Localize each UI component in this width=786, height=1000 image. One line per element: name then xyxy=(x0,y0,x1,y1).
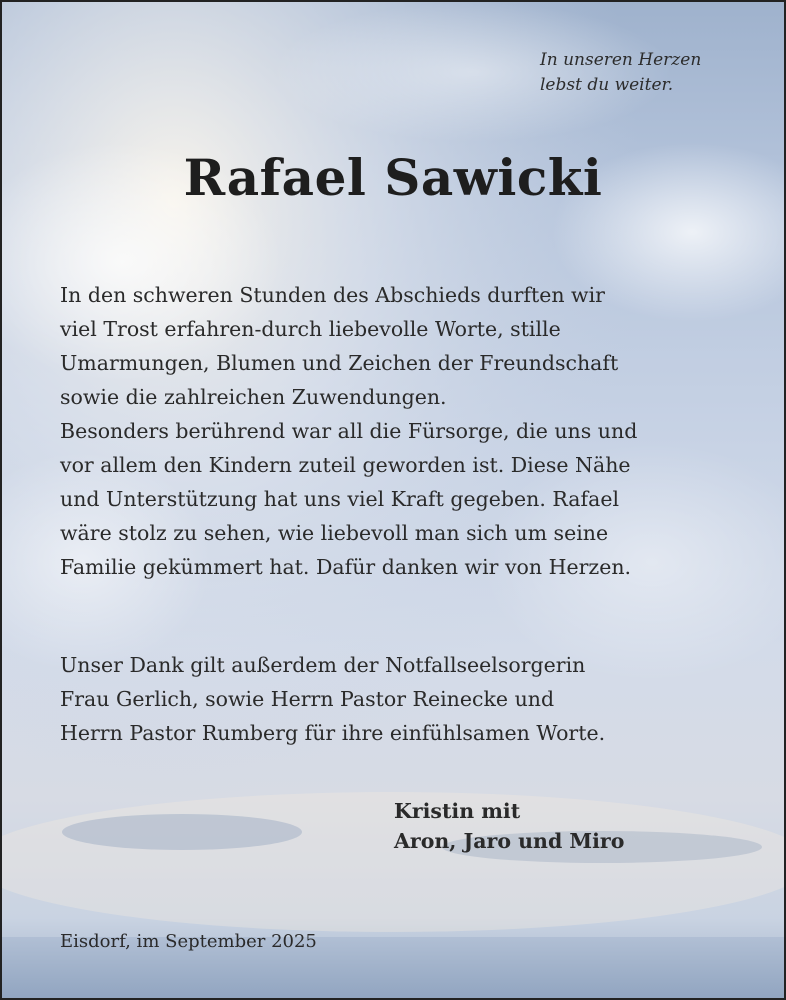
text-line: wäre stolz zu sehen, wie liebevoll man sich um seine xyxy=(60,521,609,545)
text-line: und Unterstützung hat uns viel Kraft gegeben. Rafael xyxy=(60,487,620,511)
signature-line: Kristin mit xyxy=(394,799,521,823)
text-line: Frau Gerlich, sowie Herrn Pastor Reinecke und xyxy=(60,687,555,711)
text-line: Umarmungen, Blumen und Zeichen der Freundschaft xyxy=(60,351,619,375)
text-line: Herrn Pastor Rumberg für ihre einfühlsamen Worte. xyxy=(60,721,606,745)
motto xyxy=(540,48,701,98)
place-and-date: Eisdorf, im September 2025 xyxy=(60,931,317,952)
text-line: Besonders berührend war all die Fürsorge, die uns und xyxy=(60,419,638,443)
signature-line: Aron, Jaro und Miro xyxy=(394,829,625,853)
motto-line: lebst du weiter. xyxy=(540,75,674,95)
text-line: Familie gekümmert hat. Dafür danken wir von Herzen. xyxy=(60,555,632,579)
text-line: Unser Dank gilt außerdem der Notfallseelsorgerin xyxy=(60,653,586,677)
text-line: In den schweren Stunden des Abschieds durften wir xyxy=(60,283,605,307)
signature xyxy=(394,796,624,856)
text-line: vor allem den Kindern zuteil geworden ist. Diese Nähe xyxy=(60,453,631,477)
deceased-name: Rafael Sawicki xyxy=(183,148,603,207)
text-line: sowie die zahlreichen Zuwendungen. xyxy=(60,385,447,409)
motto-line: In unseren Herzen xyxy=(540,50,702,70)
special-thanks-paragraph xyxy=(60,648,605,750)
thanks-paragraph xyxy=(60,278,637,584)
text-line: viel Trost erfahren-durch liebevolle Worte, stille xyxy=(60,317,561,341)
